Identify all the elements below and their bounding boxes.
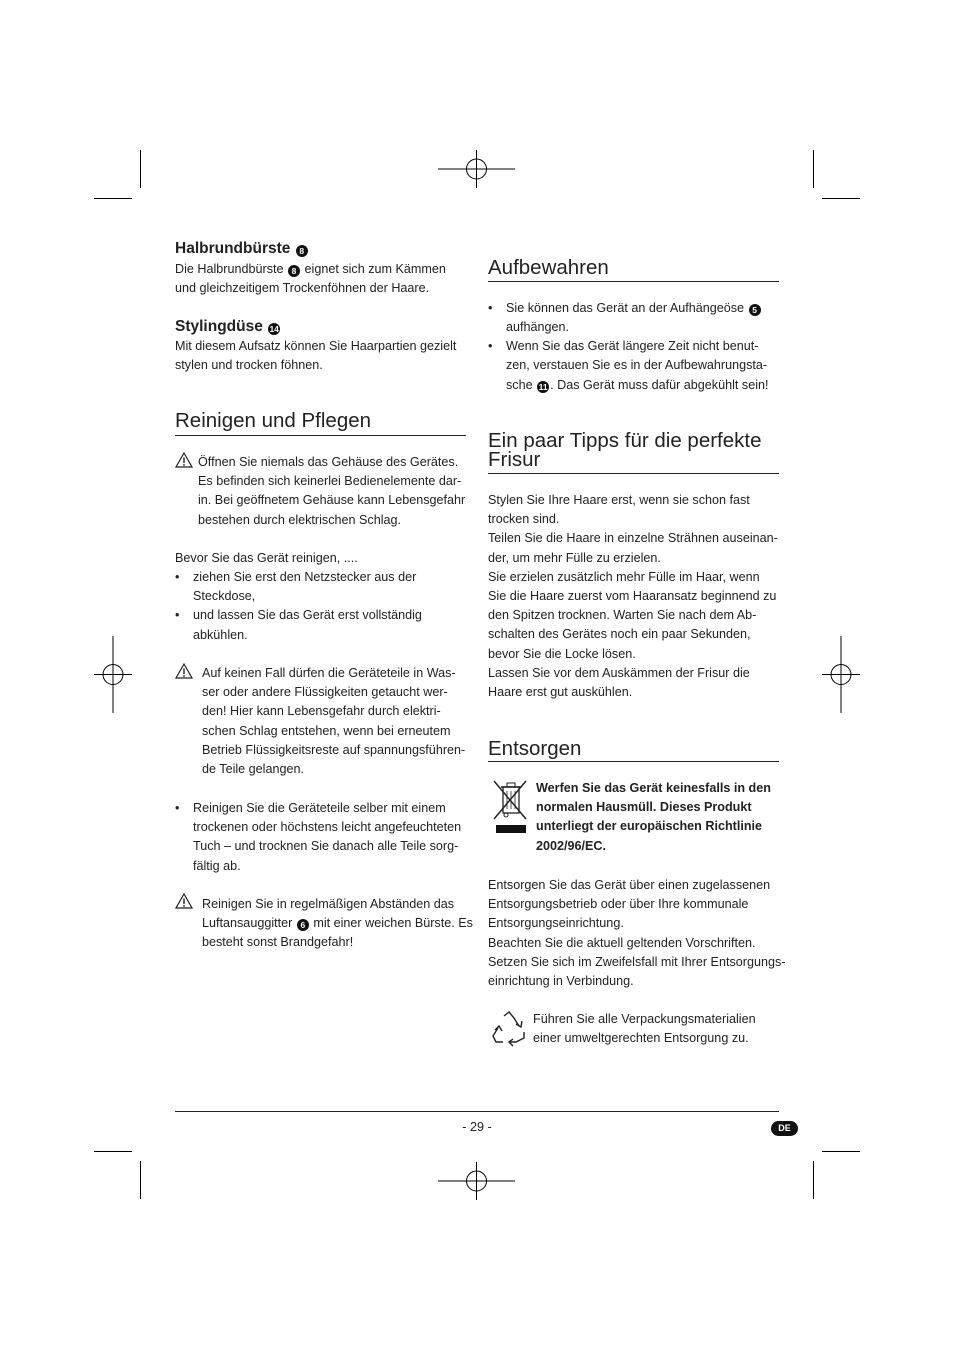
tipps-heading: Ein paar Tipps für die perfekte [488,429,762,452]
warning-2-line: Betrieb Flüssigkeitsreste auf spannungsführen- [202,742,466,757]
weee-text-line: unterliegt der europäischen Richtlinie [536,819,763,834]
tipps-text-line: den Spitzen trocknen. Warten Sie nach dem Ab- [488,608,757,623]
bullet-text-line: trockenen oder höchstens leicht angefeuchteten [193,820,462,835]
recycling-icon [490,1010,528,1048]
warning-3-line: besteht sonst Brandgefahr! [202,935,354,949]
part-number-badge: 6 [297,919,309,931]
crop-mark [140,150,141,188]
warning-2-line: ser oder andere Flüssigkeiten getaucht wer- [202,685,448,700]
tipps-text-line: Lassen Sie vor dem Auskämmen der Frisur die [488,665,750,680]
warning-2-line: schen Schlag entstehen, wenn bei erneutem [202,723,451,738]
registration-mark-top [438,150,515,188]
weee-text-line: Werfen Sie das Gerät keinesfalls in den [536,781,771,795]
warning-2-line: den! Hier kann Lebensgefahr durch elektri- [202,704,441,719]
warning-icon [175,452,193,468]
entsorgen-heading: Entsorgen [488,737,582,760]
heading-text: Stylingdüse [175,318,263,335]
text: . Das Gerät muss dafür abgekühlt sein! [550,378,769,392]
warning-icon [175,663,193,679]
language-badge: DE [771,1121,798,1136]
reinigen-heading: Reinigen und Pflegen [175,409,372,432]
bullet-text-line: Steckdose, [193,589,256,604]
aufbewahren-bullet-2 [506,376,769,395]
bullet-dot: • [175,608,180,623]
entsorgen-text-line: Entsorgen Sie das Gerät über einen zugelassenen [488,878,771,892]
part-number-badge: 14 [269,324,279,334]
tipps-text-line: Sie die Haare zuerst vom Haaransatz beginnend zu [488,589,777,603]
aufbewahren-bullet-1-cont: aufhängen. [506,320,570,334]
text: eignet sich zum Kämmen [304,262,446,276]
registration-mark-right [822,636,860,713]
bullet-text-line: ziehen Sie erst den Netzstecker aus der [193,570,417,584]
text: Die Halbrundbürste [175,262,284,276]
warning-1-line: Öffnen Sie niemals das Gehäuse des Gerätes. [198,455,459,469]
entsorgen-text-line: Entsorgungseinrichtung. [488,916,624,931]
warning-2-line: Auf keinen Fall dürfen die Geräteteile in Was- [202,666,456,680]
tipps-text-line: Sie erzielen zusätzlich mehr Fülle im Haar, wenn [488,569,760,584]
recycle-text-line: Führen Sie alle Verpackungsmaterialien [533,1012,756,1026]
bullet-dot: • [175,801,180,815]
crop-mark [813,150,814,188]
heading-rule [175,435,466,436]
warning-icon [175,893,193,909]
stylingduese-heading [175,317,281,337]
crop-mark [813,1161,814,1199]
halbrund-text-line [175,260,446,279]
part-number-badge: 8 [296,245,308,257]
text: Sie können das Gerät an der Aufhängeöse [506,301,745,315]
part-number-badge: 8 [288,265,300,277]
bullet-text-line: Reinigen Sie die Geräteteile selber mit einem [193,801,446,815]
recycle-text-line: einer umweltgerechten Entsorgung zu. [533,1031,749,1045]
text: mit einer weichen Bürste. Es [313,916,473,930]
heading-rule [488,281,779,282]
bullet-dot: • [488,301,493,315]
bullet-text-line: fältig ab. [193,858,241,873]
heading-text: Halbrundbürste [175,240,291,257]
weee-crossed-bin-icon [492,779,528,835]
warning-1-line: bestehen durch elektrischen Schlag. [198,512,402,527]
tipps-text-line: Haare erst gut auskühlen. [488,685,633,699]
tipps-text-line: Teilen Sie die Haare in einzelne Strähnen auseinan- [488,531,778,546]
crop-mark [94,198,132,199]
warning-2-line: de Teile gelangen. [202,762,305,776]
footer-rule [175,1111,779,1112]
entsorgen-text-line: Beachten Sie die aktuell geltenden Vorschriften. [488,935,756,950]
warning-3-line [202,914,473,933]
styling-text-line: Mit diesem Aufsatz können Sie Haarpartien gezielt [175,339,457,353]
crop-mark [822,1151,860,1152]
heading-rule [488,473,779,474]
text: sche [506,378,533,392]
part-number-badge: 5 [749,304,761,316]
aufbewahren-heading: Aufbewahren [488,256,609,279]
halbrundbuerste-heading [175,239,309,259]
heading-rule [488,761,779,762]
aufbewahren-bullet-2: Wenn Sie das Gerät längere Zeit nicht benut- [506,339,759,353]
halbrund-text-line: und gleichzeitigem Trockenföhnen der Haare. [175,281,430,295]
tipps-text-line: bevor Sie die Locke lösen. [488,646,636,661]
part-number-badge: 11 [538,382,548,392]
crop-mark [822,198,860,199]
tipps-text-line: Stylen Sie Ihre Haare erst, wenn sie schon fast [488,493,750,507]
bullet-text-line: Tuch – und trocknen Sie danach alle Teile sorg- [193,839,459,854]
crop-mark [94,1151,132,1152]
bullet-dot: • [175,570,180,584]
page-number: - 29 - [462,1120,492,1134]
aufbewahren-bullet-1 [506,299,762,318]
bullet-text-line: abkühlen. [193,627,248,642]
warning-3-line: Reinigen Sie in regelmäßigen Abständen das [202,897,455,911]
entsorgen-text-line: Setzen Sie sich im Zweifelsfall mit Ihrer Entsorgungs- [488,954,786,969]
registration-mark-bottom [438,1162,515,1200]
entsorgen-text-line: einrichtung in Verbindung. [488,974,634,988]
reinigen-intro: Bevor Sie das Gerät reinigen, .... [175,551,358,565]
bullet-dot: • [488,339,493,353]
tipps-text-line: trocken sind. [488,512,560,527]
tipps-text-line: der, um mehr Fülle zu erzielen. [488,550,661,565]
bullet-text-line: und lassen Sie das Gerät erst vollständig [193,608,422,623]
aufbewahren-bullet-2: zen, verstauen Sie es in der Aufbewahrungsta- [506,358,768,372]
crop-mark [140,1161,141,1199]
styling-text-line: stylen und trocken föhnen. [175,358,323,372]
tipps-text-line: schalten des Gerätes noch ein paar Sekunden, [488,627,751,642]
weee-text-line: normalen Hausmüll. Dieses Produkt [536,800,752,815]
warning-1-line: in. Bei geöffnetem Gehäuse kann Lebensgefahr [198,493,466,508]
tipps-heading-line2: Frisur [488,448,541,471]
text: Luftansauggitter [202,916,293,930]
weee-text-line: 2002/96/EC. [536,838,607,853]
warning-1-line: Es befinden sich keinerlei Bedienelemente dar- [198,474,462,489]
registration-mark-left [94,636,132,713]
entsorgen-text-line: Entsorgungsbetrieb oder über Ihre kommunale [488,897,749,912]
